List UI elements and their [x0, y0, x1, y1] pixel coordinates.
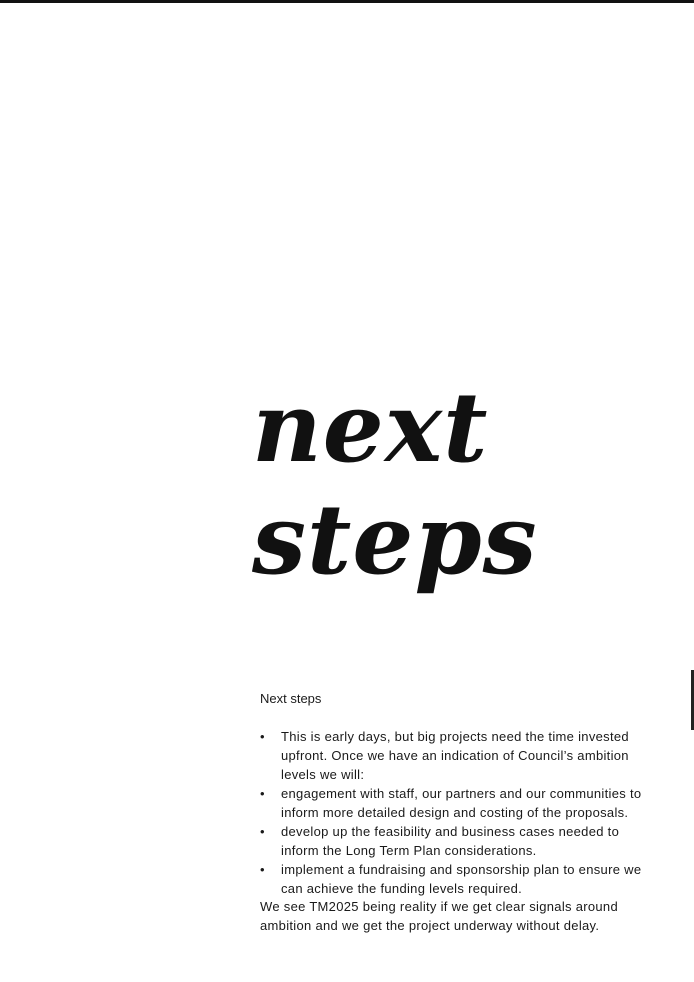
closing-paragraph: We see TM2025 being reality if we get clear signals around ambition and we get the project underway without delay.: [260, 899, 618, 933]
list-item-text: develop up the feasibility and business cases needed to inform the Long Term Plan considerations.: [281, 824, 620, 858]
list-item-text: implement a fundraising and sponsorship plan to ensure we can achieve the funding levels required.: [281, 862, 642, 896]
headline-line-1: next: [252, 371, 489, 484]
list-item: [260, 784, 660, 822]
list-item: [260, 860, 660, 898]
bullet-marker: •: [260, 729, 265, 744]
list-item: [260, 822, 660, 860]
bullet-list: [260, 727, 660, 898]
bullet-marker: •: [260, 824, 265, 839]
headline: [252, 372, 552, 596]
headline-line-2: steps: [252, 483, 538, 596]
bullet-marker: •: [260, 862, 265, 877]
list-item-text: engagement with staff, our partners and our communities to inform more detailed design and costing of the proposals.: [281, 786, 642, 820]
section-heading: Next steps: [260, 691, 322, 706]
list-item-text: This is early days, but big projects need the time invested upfront. Once we have an indication of Council’s ambition levels we will:: [281, 729, 629, 782]
list-item: [260, 727, 660, 784]
bullet-marker: •: [260, 786, 265, 801]
page-top-edge: [0, 0, 694, 3]
